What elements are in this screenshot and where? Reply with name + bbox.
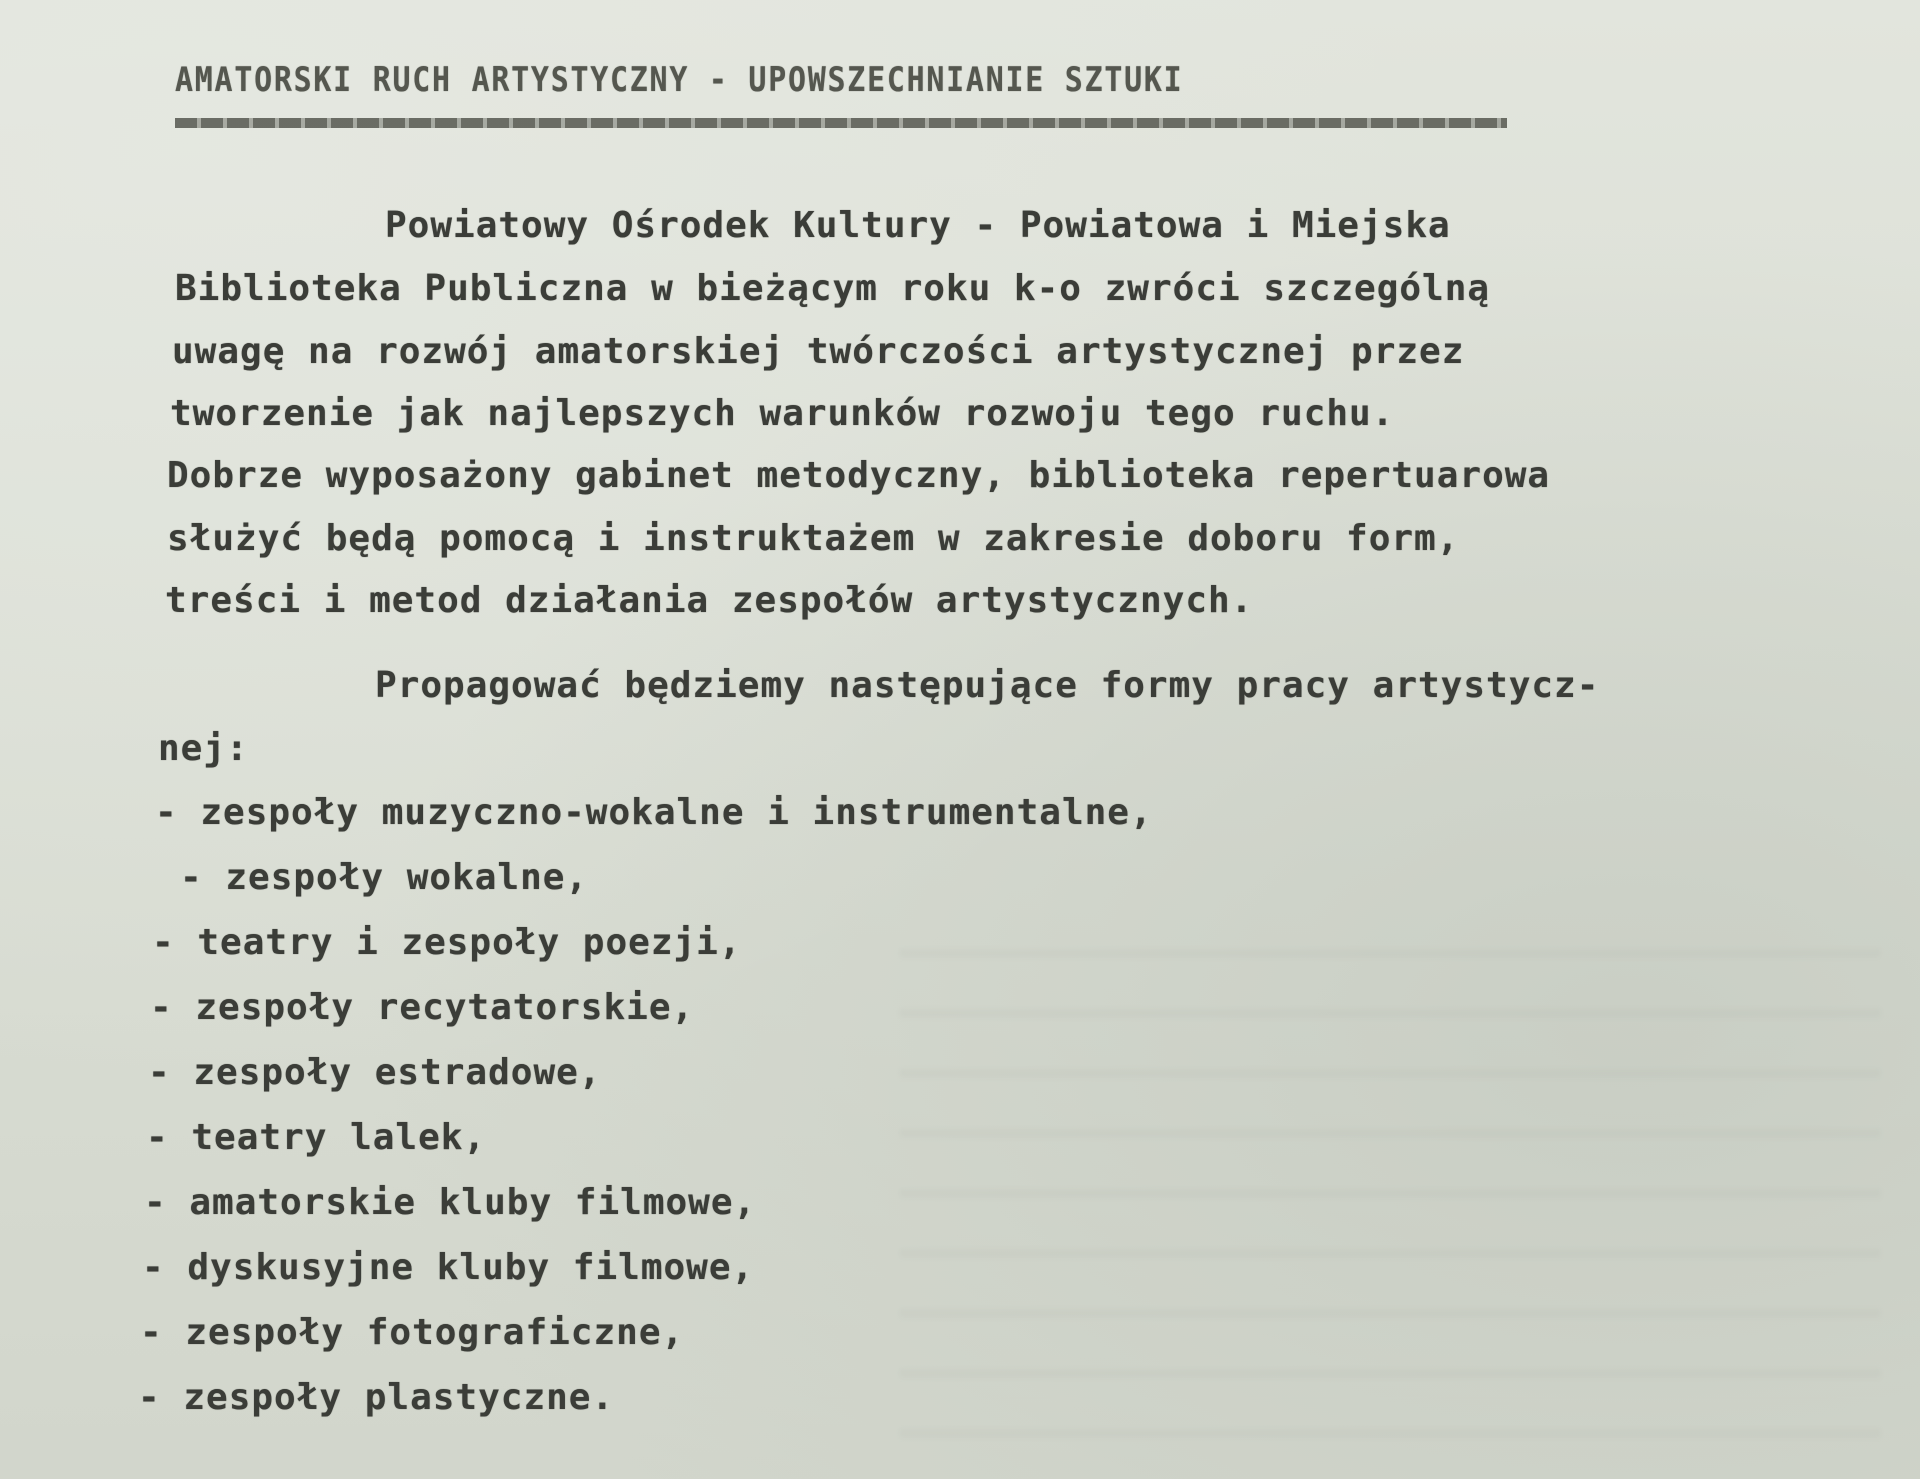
- title-underline: [175, 118, 1507, 128]
- list-item: - zespoły plastyczne.: [138, 1377, 615, 1418]
- list-item: - teatry i zespoły poezji,: [152, 922, 742, 963]
- list-item: - zespoły estradowe,: [148, 1052, 602, 1093]
- list-item: - zespoły wokalne,: [180, 857, 589, 898]
- paragraph1-line-1: Powiatowy Ośrodek Kultury - Powiatowa i Miejska: [385, 205, 1451, 246]
- list-item: - dyskusyjne kluby filmowe,: [142, 1247, 755, 1288]
- paragraph1-line-4: tworzenie jak najlepszych warunków rozwoju tego ruchu.: [170, 393, 1395, 434]
- paragraph2-line-2: nej:: [158, 728, 249, 769]
- paragraph1-line-5: Dobrze wyposażony gabinet metodyczny, biblioteka repertuarowa: [167, 455, 1551, 496]
- paragraph2-line-1: Propagować będziemy następujące formy pracy artystycz-: [375, 665, 1600, 706]
- paragraph1-line-2: Biblioteka Publiczna w bieżącym roku k-o zwróci szczególną: [175, 268, 1491, 309]
- list-item: - zespoły fotograficzne,: [140, 1312, 685, 1353]
- paragraph1-line-7: treści i metod działania zespołów artystycznych.: [165, 580, 1254, 621]
- list-item: - amatorskie kluby filmowe,: [144, 1182, 757, 1223]
- paragraph1-line-3: uwagę na rozwój amatorskiej twórczości artystycznej przez: [172, 331, 1465, 372]
- list-item: - zespoły muzyczno-wokalne i instrumentalne,: [155, 792, 1153, 833]
- list-item: - teatry lalek,: [146, 1117, 487, 1158]
- list-item: - zespoły recytatorskie,: [150, 987, 695, 1028]
- paragraph1-line-6: służyć będą pomocą i instruktażem w zakresie doboru form,: [167, 518, 1460, 559]
- document-title: AMATORSKI RUCH ARTYSTYCZNY - UPOWSZECHNIANIE SZTUKI: [175, 60, 1184, 100]
- bleed-through-shadow: [900, 900, 1880, 1460]
